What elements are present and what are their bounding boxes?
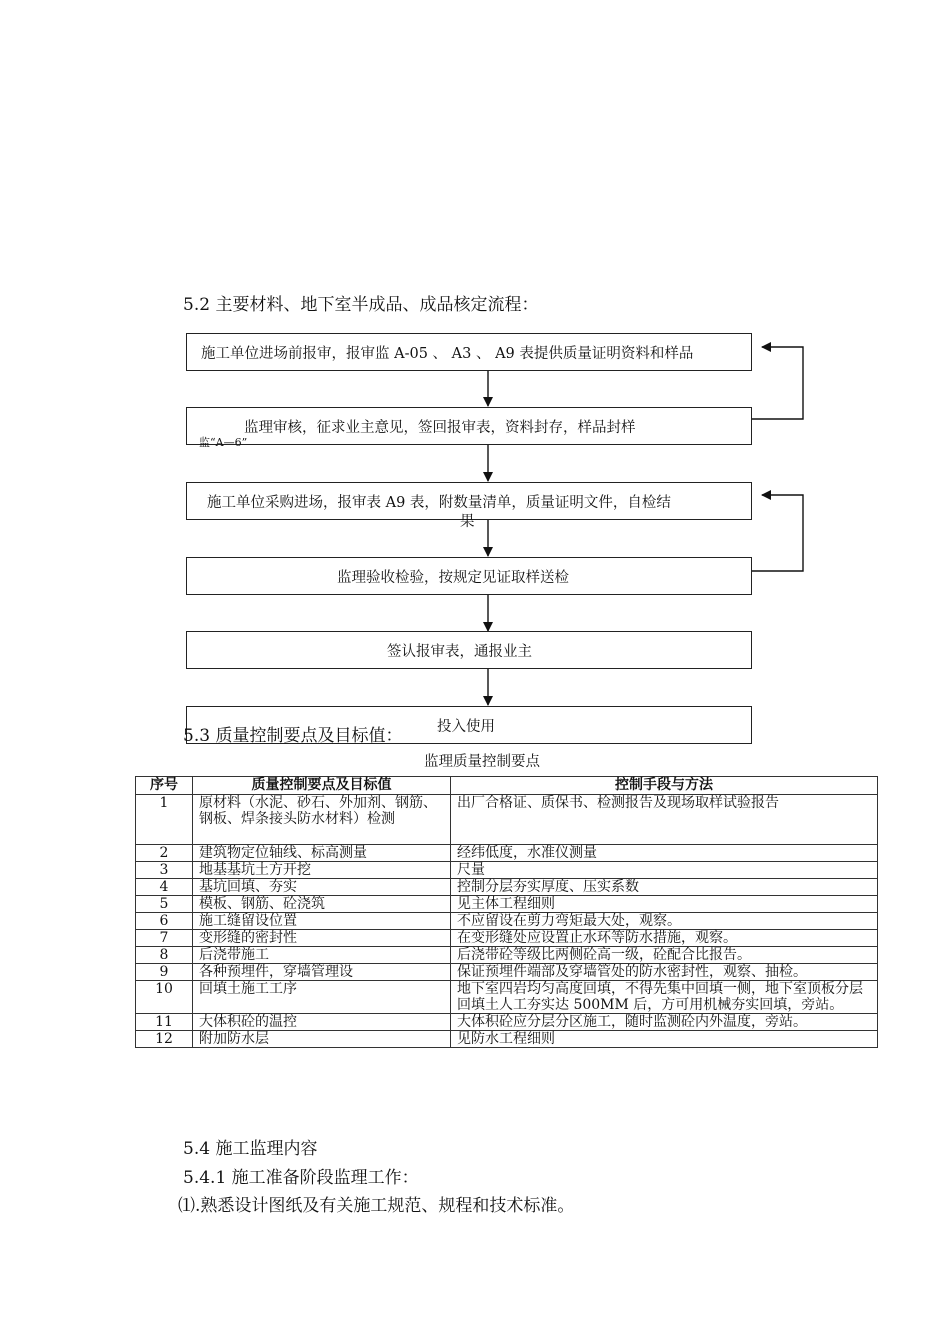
table-row	[136, 845, 878, 862]
flow-step-4-text: 监理验收检验，按规定见证取样送检	[337, 570, 569, 586]
row-no: 2	[136, 845, 193, 862]
row-method: 见主体工程细则	[451, 896, 878, 913]
header-method: 控制手段与方法	[451, 777, 878, 795]
row-method: 尺量	[451, 862, 878, 879]
flow-step-1	[186, 333, 752, 371]
row-method: 大体积砼应分层分区施工，随时监测砼内外温度，旁站。	[451, 1014, 878, 1031]
flow-step-3-text: 施工单位采购进场，报审表 A9 表，附数量清单，质量证明文件，自检结	[207, 495, 671, 511]
row-control-point: 地基基坑土方开挖	[193, 862, 451, 879]
flow-step-2-note: 监“A—6”	[199, 436, 248, 449]
row-method: 保证预埋件端部及穿墙管处的防水密封性，观察、抽检。	[451, 964, 878, 981]
row-no: 7	[136, 930, 193, 947]
row-control-point: 变形缝的密封性	[193, 930, 451, 947]
table-row	[136, 964, 878, 981]
row-no: 11	[136, 1014, 193, 1031]
row-no: 6	[136, 913, 193, 930]
row-method: 控制分层夯实厚度、压实系数	[451, 879, 878, 896]
table-row	[136, 795, 878, 845]
table-row	[136, 1014, 878, 1031]
row-no: 9	[136, 964, 193, 981]
row-control-point: 基坑回填、夯实	[193, 879, 451, 896]
table-row	[136, 862, 878, 879]
row-method: 见防水工程细则	[451, 1031, 878, 1048]
flow-step-6-text: 投入使用	[437, 719, 495, 735]
row-method: 在变形缝处应设置止水环等防水措施，观察。	[451, 930, 878, 947]
row-control-point: 大体积砼的温控	[193, 1014, 451, 1031]
row-no: 12	[136, 1031, 193, 1048]
flow-step-5-text: 签认报审表，通报业主	[387, 644, 532, 660]
flow-step-2-text: 监理审核，征求业主意见，签回报审表，资料封存，样品封样	[244, 420, 636, 436]
row-no: 8	[136, 947, 193, 964]
section-5-2-title: 5.2 主要材料、地下室半成品、成品核定流程：	[183, 295, 539, 315]
table-header-row	[136, 777, 878, 795]
flow-step-1-text: 施工单位进场前报审，报审监 A-05 、 A3 、 A9 表提供质量证明资料和样品	[201, 346, 694, 362]
row-no: 4	[136, 879, 193, 896]
flow-step-3	[186, 482, 752, 530]
row-control-point: 附加防水层	[193, 1031, 451, 1048]
header-control-point: 质量控制要点及目标值	[193, 777, 451, 795]
table-row	[136, 947, 878, 964]
section-5-3-title: 5.3 质量控制要点及目标值：	[183, 726, 403, 746]
row-control-point: 回填土施工工序	[193, 981, 451, 1014]
row-control-point: 后浇带施工	[193, 947, 451, 964]
table-caption: 监理质量控制要点	[424, 754, 540, 770]
row-method: 地下室四岩均匀高度回填，不得先集中回填一侧，地下室顶板分层回填土人工夯实达 500MM 后，方可用机械夯实回填，旁站。	[451, 981, 878, 1014]
row-control-point: 各种预埋件，穿墙管理设	[193, 964, 451, 981]
row-control-point: 模板、钢筋、砼浇筑	[193, 896, 451, 913]
flow-step-2	[186, 407, 752, 449]
table-row	[136, 930, 878, 947]
row-no: 5	[136, 896, 193, 913]
row-no: 1	[136, 795, 193, 845]
row-control-point: 施工缝留设位置	[193, 913, 451, 930]
row-control-point: 原材料（水泥、砂石、外加剂、钢筋、钢板、焊条接头防水材料）检测	[193, 795, 451, 845]
table-row	[136, 981, 878, 1014]
quality-control-table	[135, 776, 878, 1048]
section-5-4-1-title: 5.4.1 施工准备阶段监理工作：	[183, 1168, 419, 1188]
row-method: 出厂合格证、质保书、检测报告及现场取样试验报告	[451, 795, 878, 845]
row-control-point: 建筑物定位轴线、标高测量	[193, 845, 451, 862]
row-method: 不应留设在剪力弯矩最大处，观察。	[451, 913, 878, 930]
feedback-arrow-step4-step3	[752, 495, 803, 571]
prep-item-1: ⑴.熟悉设计图纸及有关施工规范、规程和技术标准。	[178, 1196, 575, 1216]
row-no: 10	[136, 981, 193, 1014]
header-no: 序号	[136, 777, 193, 795]
row-no: 3	[136, 862, 193, 879]
feedback-arrow-step2-step1	[752, 347, 803, 419]
table-row	[136, 896, 878, 913]
row-method: 经纬低度，水准仪测量	[451, 845, 878, 862]
table-row	[136, 1031, 878, 1048]
row-method: 后浇带砼等级比两侧砼高一级，砼配合比报告。	[451, 947, 878, 964]
flow-step-5	[186, 631, 752, 669]
flow-step-4	[186, 557, 752, 595]
section-5-4-title: 5.4 施工监理内容	[183, 1139, 318, 1159]
table-row	[136, 913, 878, 930]
table-row	[136, 879, 878, 896]
flow-step-3-wrap: 果	[460, 514, 475, 530]
